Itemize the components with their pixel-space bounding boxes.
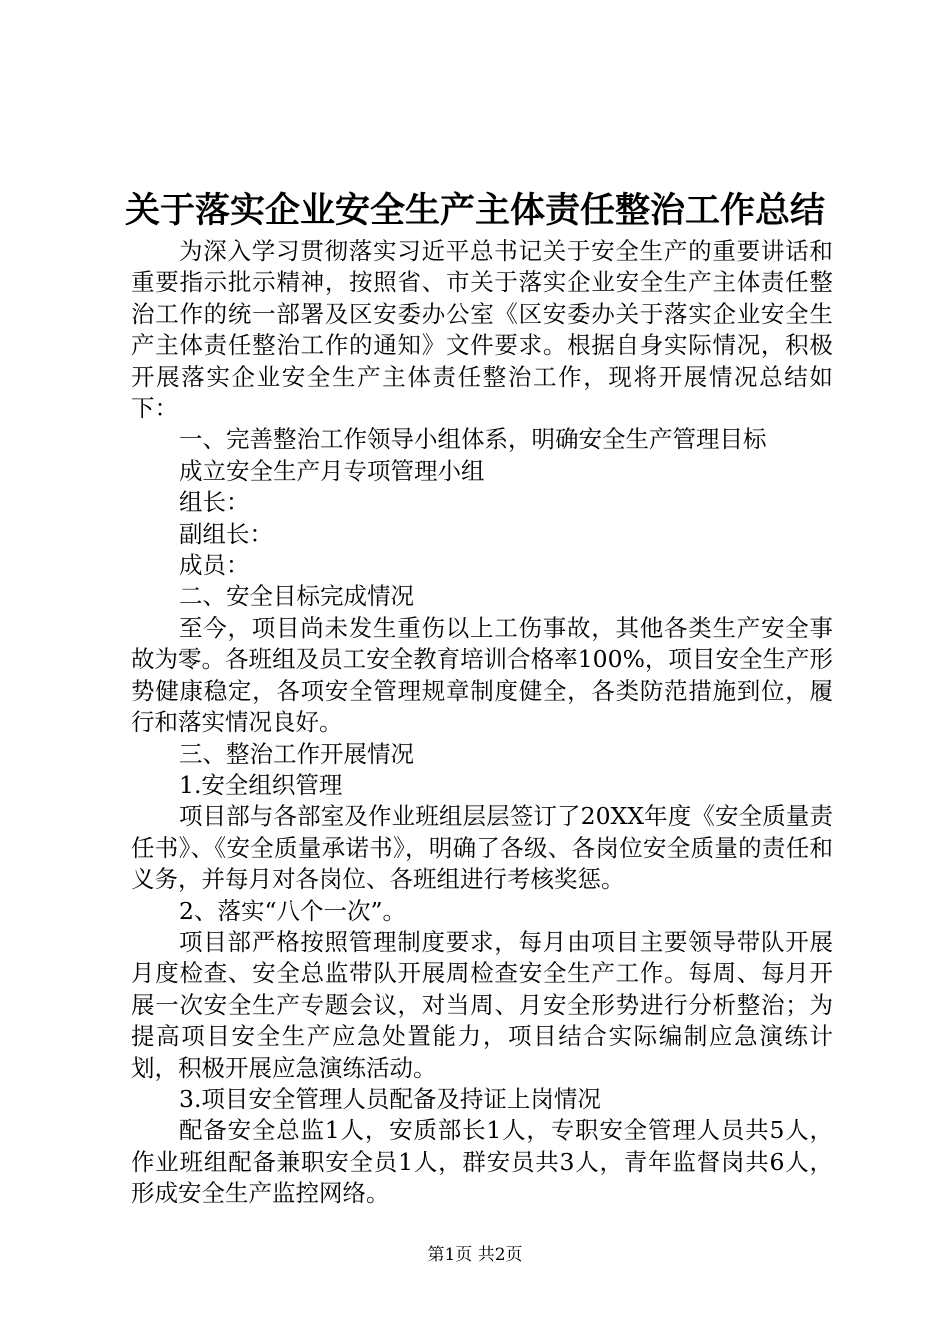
heading-section-2: 二、安全目标完成情况	[179, 582, 414, 611]
paragraph-safety-goals: 至今，项目尚未发生重伤以上工伤事故，其他各类生产安全事故为零。各班组及员工安全教育培训合格率100%，项目安全生产形势健康稳定，各项安全管理规章制度健全，各类防范措施到位，履行和落实情况良好。	[131, 613, 833, 737]
heading-section-1: 一、完善整治工作领导小组体系，明确安全生产管理目标	[179, 425, 767, 454]
paragraph-intro: 为深入学习贯彻落实习近平总书记关于安全生产的重要讲话和重要指示批示精神，按照省、市关于落实企业安全生产主体责任整治工作的统一部署及区安委办公室《区安委办关于落实企业安全生产主体责任整治工作的通知》文件要求。根据自身实际情况，积极开展落实企业安全生产主体责任整治工作，现将开展情况总结如下：	[131, 237, 833, 423]
heading-section-3: 三、整治工作开展情况	[179, 739, 414, 768]
paragraph-deputy-leader: 副组长：	[179, 519, 273, 548]
paragraph-inspections: 项目部严格按照管理制度要求，每月由项目主要领导带队开展月度检查、安全总监带队开展周检查安全生产工作。每周、每月开展一次安全生产专题会议，对当周、月安全形势进行分析整治；为提高项目安全生产应急处置能力，项目结合实际编制应急演练计划，积极开展应急演练活动。	[131, 927, 833, 1082]
paragraph-group-setup: 成立安全生产月专项管理小组	[179, 456, 485, 485]
paragraph-members: 成员：	[179, 551, 250, 580]
paragraph-leader: 组长：	[179, 488, 250, 517]
document-title: 关于落实企业安全生产主体责任整治工作总结	[124, 190, 825, 231]
document-body	[131, 236, 833, 1210]
heading-subsection-3: 3.项目安全管理人员配备及持证上岗情况	[179, 1084, 601, 1113]
paragraph-organization: 项目部与各部室及作业班组层层签订了20XX年度《安全质量责任书》、《安全质量承诺书》，明确了各级、各岗位安全质量的责任和义务，并每月对各岗位、各班组进行考核奖惩。	[131, 802, 833, 894]
heading-subsection-1: 1.安全组织管理	[179, 770, 343, 799]
page-footer: 第1页 共2页	[427, 1245, 523, 1265]
heading-subsection-2: 2、落实“八个一次”。	[179, 896, 406, 925]
paragraph-staffing: 配备安全总监1人，安质部长1人，专职安全管理人员共5人，作业班组配备兼职安全员1人，群安员共3人，青年监督岗共6人，形成安全生产监控网络。	[131, 1116, 833, 1208]
